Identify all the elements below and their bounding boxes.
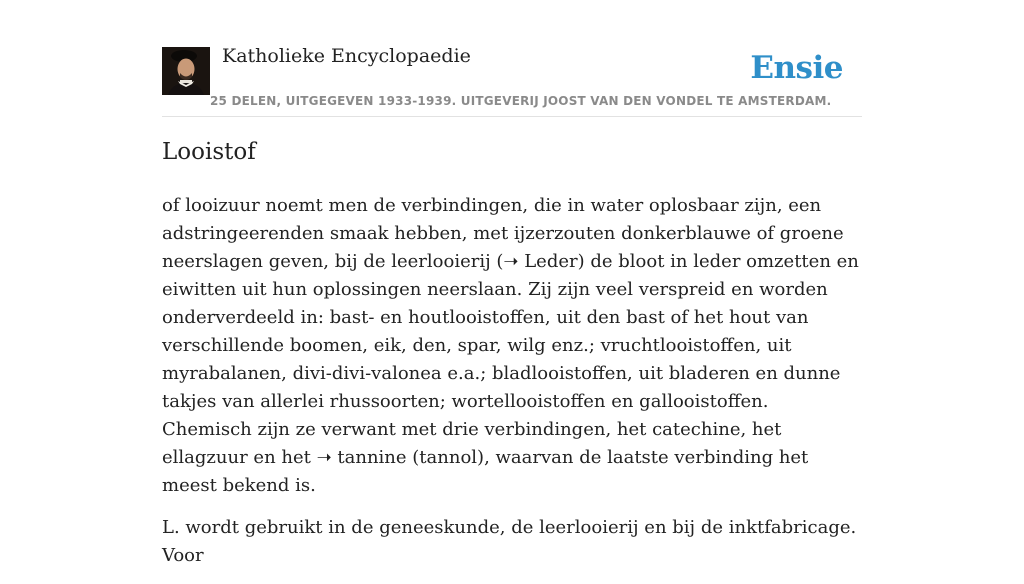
paragraph xyxy=(162,192,862,500)
source-title[interactable]: Katholieke Encyclopaedie xyxy=(222,45,471,67)
paragraph: L. wordt gebruikt in de geneeskunde, de leerlooierij en bij de inktfabricage. Voor xyxy=(162,517,857,566)
crossref-link-tannine[interactable]: ➝ tannine xyxy=(316,447,407,468)
source-header xyxy=(162,0,862,117)
crossref-link-leder[interactable]: ➝ Leder xyxy=(503,251,578,272)
paragraph-text: ) de bloot in leder omzetten en eiwitten uit hun oplossingen neerslaan. Zij zijn veel verspreid en worden onderverdeeld in: bast- en houtlooistoffen, uit den bast of het hout van verschillende boomen, eik, den, spar, wilg enz.; vruchtlooistoffen, uit myrabalanen, divi-divi-valonea e.a.; bladlooistoffen, uit bladeren en dunne takjes van allerlei rhussoorten; wortellooistoffen en gallooistoffen. Chemisch zijn ze verwant met drie verbindingen, het catechine, het ellagzuur en het xyxy=(162,251,859,468)
source-meta: 25 DELEN, UITGEGEVEN 1933-1939. UITGEVERIJ JOOST VAN DEN VONDEL TE AMSTERDAM. xyxy=(210,94,832,108)
article-body xyxy=(162,192,862,584)
paragraph-text: (tannol), waarvan de laatste verbinding het meest bekend is. xyxy=(162,447,809,496)
brand-logo[interactable]: Ensie xyxy=(750,50,843,86)
portrait-icon xyxy=(162,47,210,95)
source-avatar[interactable] xyxy=(162,47,210,95)
content-container xyxy=(162,0,862,566)
article-title: Looistof xyxy=(162,139,256,165)
paragraph-text: of looizuur noemt men de verbindingen, die in water oplosbaar zijn, een adstringeerenden smaak hebben, met ijzerzouten donkerblauwe of groene neerslagen geven, bij de leerlooierij ( xyxy=(162,195,844,272)
